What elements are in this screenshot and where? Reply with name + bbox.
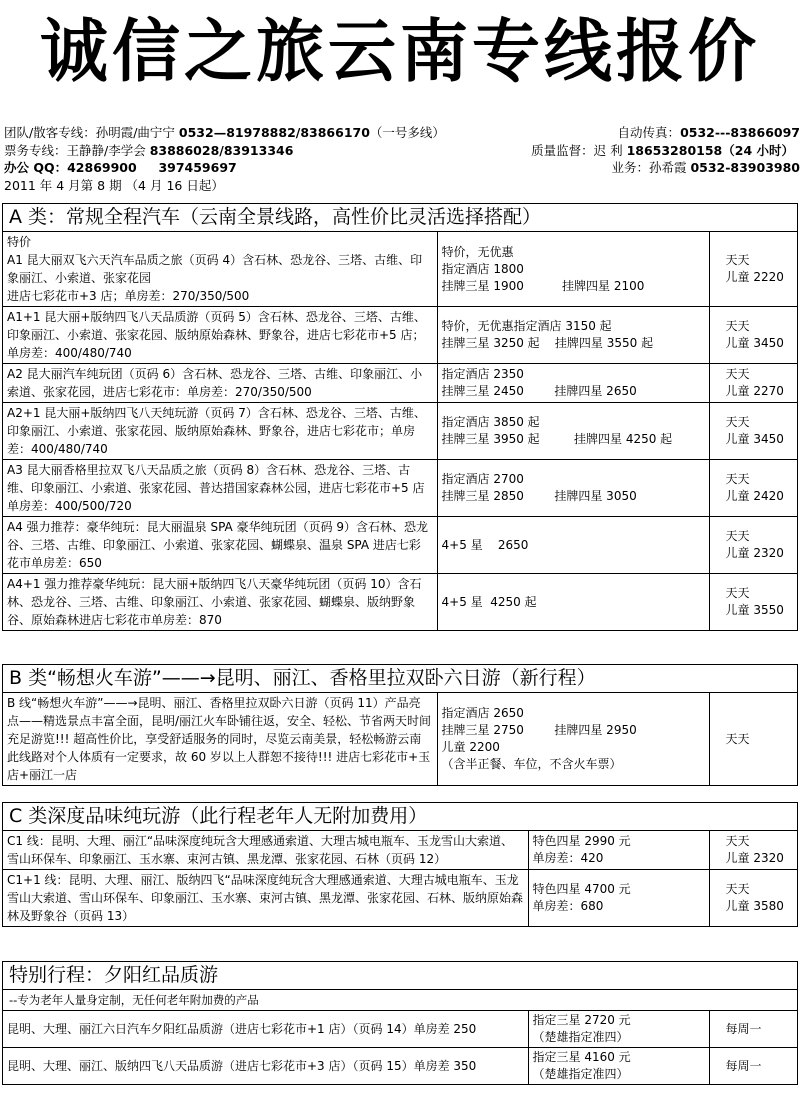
child-price: 儿童 3550: [725, 603, 784, 617]
quality-supervision-number: 18653280158: [626, 142, 723, 158]
price-line: 单房差：420: [532, 851, 604, 865]
route-description: A2+1 昆大丽+版纳四飞八天纯玩游（页码 7）含石林、恐龙谷、三塔、古维、印象丽江、小索道、张家花园、版纳原始森林、野象谷，进店七彩花市；单房差：400/480/740: [3, 403, 437, 460]
price-line: 挂牌三星 3250 起 挂牌四星 3550 起: [441, 336, 654, 350]
price-line: 4+5 星 4250 起: [441, 594, 537, 609]
route-row: [3, 517, 797, 574]
price-line: 指定酒店 2350: [441, 367, 524, 381]
price-line: 挂牌三星 2750 挂牌四星 2950: [441, 723, 637, 737]
route-row: [3, 693, 797, 785]
section-special: [2, 961, 798, 1085]
child-price: 儿童 3450: [725, 432, 784, 446]
section-b-body: [3, 693, 797, 785]
route-price: [437, 232, 709, 307]
route-description: C1 线：昆明、大理、丽江“品味深度纯玩含大理感通索道、大理古城电瓶车、玉龙雪山大索道、雪山环保车、印象丽江、玉水寨、束河古镇、黑龙潭、张家花园、石林（页码 12）: [3, 831, 528, 870]
route-price: [528, 1011, 709, 1048]
departure-frequency: 天天: [725, 472, 750, 486]
departure-frequency: 天天: [725, 731, 750, 746]
route-description: A4+1 强力推荐豪华纯玩：昆大丽+版纳四飞八天豪华纯玩团（页码 10）含石林、恐龙谷、三塔、古维、印象丽江、小索道、张家花园、蝴蝶泉、版纳野象谷、原始森林进店七彩花市单房差：870: [3, 574, 437, 631]
section-c-table: [3, 831, 797, 926]
price-line: 儿童 2200: [441, 740, 500, 754]
sales-number: 0532-83903980: [690, 160, 800, 175]
route-frequency: [709, 693, 797, 785]
fax-label: 自动传真：: [617, 125, 681, 140]
departure-frequency: 天天: [725, 529, 750, 543]
route-frequency: [709, 1011, 797, 1048]
route-description: A4 强力推荐：豪华纯玩：昆大丽温泉 SPA 豪华纯玩团（页码 9）含石林、恐龙谷、三塔、古维、印象丽江、小索道、张家花园、蝴蝶泉、温泉 SPA 进店七彩花市单房差：650: [3, 517, 437, 574]
section-a-body: [3, 232, 797, 630]
route-description: 昆明、大理、丽江、版纳四飞八天品质游（进店七彩花市+3 店）（页码 15）单房差 350: [3, 1048, 528, 1085]
price-line: 挂牌三星 2850 挂牌四星 3050: [441, 489, 637, 503]
section-special-body: [3, 1011, 797, 1084]
route-frequency: [709, 1048, 797, 1085]
price-line: （楚雄指定准四）: [532, 1030, 629, 1044]
section-a: [2, 203, 798, 631]
route-description: 昆明、大理、丽江六日汽车夕阳红品质游（进店七彩花市+1 店）（页码 14）单房差 250: [3, 1011, 528, 1048]
departure-frequency: 天天: [725, 367, 750, 381]
route-description: C1+1 线：昆明、大理、丽江、版纳四飞“品味深度纯玩含大理感通索道、大理古城电瓶车、玉龙雪山大索道、雪山环保车、印象丽江、玉水寨、束河古镇、黑龙潭、张家花园、石林、版纳原始森林及野象谷（页码 13）: [3, 870, 528, 927]
price-line: 指定三星 4160 元: [532, 1050, 631, 1064]
route-row: [3, 307, 797, 364]
issue-date: 2011 年 4 月第 8 期 （4 月 16 日起）: [4, 177, 224, 193]
route-frequency: [709, 307, 797, 364]
departure-frequency: 天天: [725, 834, 750, 848]
section-special-table: [3, 1011, 797, 1084]
section-b: [2, 664, 798, 786]
departure-frequency: 每周一: [725, 1021, 762, 1036]
route-row: [3, 1011, 797, 1048]
price-line: 特价，无优惠: [441, 244, 514, 259]
route-price: [528, 870, 709, 927]
child-price: 儿童 2320: [725, 546, 784, 560]
route-frequency: [709, 364, 797, 403]
route-frequency: [709, 403, 797, 460]
child-price: 儿童 2320: [725, 851, 784, 865]
child-price: 儿童 3450: [725, 336, 784, 350]
route-price: [528, 1048, 709, 1085]
route-price: [437, 460, 709, 517]
departure-frequency: 每周一: [725, 1058, 762, 1073]
price-line: （含半正餐、车位，不含火车票）: [441, 757, 622, 771]
route-frequency: [709, 574, 797, 631]
departure-frequency: 天天: [725, 319, 750, 333]
route-description: A3 昆大丽香格里拉双飞八天品质之旅（页码 8）含石林、恐龙谷、三塔、古维、印象丽江、小索道、张家花园、普达措国家森林公园，进店七彩花市+5 店单房差：400/500/720: [3, 460, 437, 517]
route-description: A1+1 昆大丽+版纳四飞八天品质游（页码 5）含石林、恐龙谷、三塔、古维、印象丽江、小索道、张家花园、版纳原始森林、野象谷，进店七彩花市+5 店；单房差：400/480/740: [3, 307, 437, 364]
departure-frequency: 天天: [725, 586, 750, 600]
ticket-hotline-label: 票务专线：王静静/李学会: [4, 142, 150, 158]
route-price: [437, 364, 709, 403]
route-price: [437, 574, 709, 631]
route-frequency: [709, 460, 797, 517]
route-frequency: [709, 831, 797, 870]
section-b-heading: B 类“畅想火车游”——→昆明、丽江、香格里拉双卧六日游（新行程）: [3, 665, 797, 693]
child-price: 儿童 3580: [725, 899, 784, 913]
price-line: 指定酒店 2650: [441, 706, 524, 720]
price-line: 4+5 星 2650: [441, 537, 529, 552]
team-hotline-label: 团队/散客专线：孙明霞/曲宁宁: [4, 125, 179, 140]
route-price: [437, 517, 709, 574]
section-c: [2, 802, 798, 927]
price-line: 挂牌三星 2450 挂牌四星 2650: [441, 384, 637, 398]
route-row: [3, 364, 797, 403]
price-line: 挂牌三星 3950 起 挂牌四星 4250 起: [441, 432, 673, 446]
route-price: [437, 403, 709, 460]
section-a-heading: A 类：常规全程汽车（云南全景线路，高性价比灵活选择搭配）: [3, 204, 797, 232]
section-special-note: --专为老年人量身定制，无任何老年附加费的产品: [3, 990, 797, 1011]
ticket-hotline-number: 83886028/83913346: [149, 142, 294, 158]
route-row: [3, 831, 797, 870]
team-hotline-number: 0532—81978882/83866170: [178, 125, 370, 140]
section-c-body: [3, 831, 797, 926]
route-price: [437, 693, 709, 785]
route-description: 特价 A1 昆大丽双飞六天汽车品质之旅（页码 4）含石林、恐龙谷、三塔、古维、印象丽江、小索道、张家花园 进店七彩花市+3 店；单房差：270/350/500: [3, 232, 437, 307]
price-line: 指定酒店 3850 起: [441, 415, 540, 429]
route-row: [3, 1048, 797, 1085]
section-special-heading: 特别行程：夕阳红品质游: [3, 962, 797, 990]
price-line: 指定三星 2720 元: [532, 1013, 631, 1027]
departure-frequency: 天天: [725, 253, 750, 267]
child-price: 儿童 2270: [725, 384, 784, 398]
sales-label: 业务：孙希霞: [611, 160, 691, 175]
route-price: [528, 831, 709, 870]
departure-frequency: 天天: [725, 882, 750, 896]
section-c-heading: C 类深度品味纯玩游（此行程老年人无附加费用）: [3, 803, 797, 831]
price-line: 挂牌三星 1900 挂牌四星 2100: [441, 278, 645, 293]
child-price: 儿童 2220: [725, 270, 784, 284]
fax-number: 0532---83866097: [680, 125, 800, 140]
route-row: [3, 403, 797, 460]
route-row: [3, 870, 797, 927]
price-line: 特色四星 2990 元: [532, 834, 631, 848]
page-title: 诚信之旅云南专线报价: [39, 12, 760, 92]
child-price: 儿童 2420: [725, 489, 784, 503]
route-frequency: [709, 870, 797, 927]
route-description: A2 昆大丽汽车纯玩团（页码 6）含石林、恐龙谷、三塔、古维、印象丽江、小索道、张家花园，进店七彩花市：单房差：270/350/500: [3, 364, 437, 403]
price-line: 特价，无优惠指定酒店 3150 起: [441, 319, 612, 333]
departure-frequency: 天天: [725, 415, 750, 429]
section-b-table: [3, 693, 797, 785]
quality-supervision-label: 质量监督：迟 利: [531, 142, 627, 158]
route-row: [3, 574, 797, 631]
price-line: （楚雄指定准四）: [532, 1067, 629, 1081]
route-frequency: [709, 517, 797, 574]
price-line: 指定酒店 1800: [441, 261, 524, 276]
route-price: [437, 307, 709, 364]
route-description: B 线“畅想火车游”——→昆明、丽江、香格里拉双卧六日游（页码 11）产品亮点——精选景点丰富全面，昆明/丽江火车卧铺往返，安全、轻松、节省两天时间充足游览!!! 超高性价比，享受舒适服务的同时，尽览云南美景，轻松畅游云南此线路对个人体质有一定要求，故 60 岁以上人群恕不接待!!! 进店七彩花市+玉店+丽江一店: [3, 693, 437, 785]
route-row: [3, 232, 797, 307]
team-hotline-suffix: （一号多线）: [369, 125, 445, 140]
section-a-table: [3, 232, 797, 630]
qq-label: 办公 QQ：: [4, 160, 68, 175]
qq-numbers: 42869900 397459697: [67, 160, 237, 175]
quality-supervision-suffix: （24 小时）: [722, 142, 794, 158]
contact-block: [4, 124, 800, 194]
price-line: 特色四星 4700 元: [532, 882, 631, 896]
price-line: 单房差：680: [532, 899, 604, 913]
price-line: 指定酒店 2700: [441, 472, 524, 486]
route-frequency: [709, 232, 797, 307]
route-row: [3, 460, 797, 517]
